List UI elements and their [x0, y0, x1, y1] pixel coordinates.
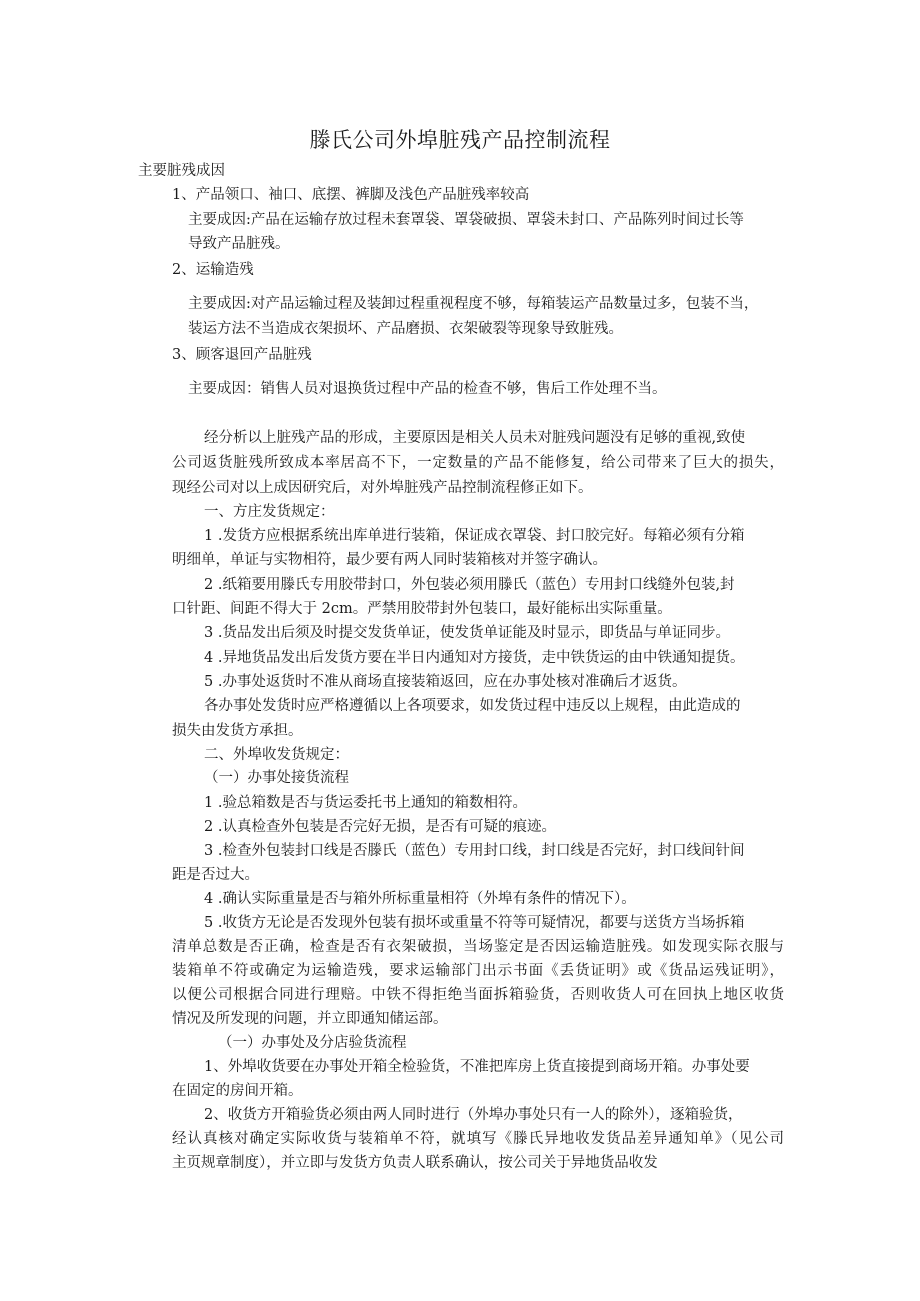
- section1-note-line1: 各办事处发货时应严格遵循以上各项要求，如发货过程中违反以上规程，由此造成的: [204, 698, 741, 714]
- document-title: 滕氏公司外埠脏残产品控制流程: [309, 128, 611, 152]
- section2-check1-line1: 1、外埠收货要在办事处开箱全检验货，不准把库房上货直接提到商场开箱。办事处要: [204, 1059, 750, 1075]
- cause-3-label: 3、顾客退回产品脏残: [172, 347, 312, 363]
- section1-note-line2: 损失由发货方承担。: [172, 723, 303, 739]
- cause-2-label: 2、运输造残: [172, 262, 254, 278]
- section2-check1-line2: 在固定的房间开箱。: [172, 1083, 303, 1099]
- section1-heading: 一、方庄发货规定：: [204, 504, 335, 520]
- section2-step5-line5: 情况及所发现的问题，并立即通知储运部。: [172, 1011, 448, 1027]
- causes-heading: 主要脏残成因: [138, 163, 225, 179]
- section2-check2-line3: 主页规章制度），并立即与发货方负责人联系确认，按公司关于异地货品收发: [172, 1155, 658, 1171]
- section2-step3-line2: 距是否过大。: [172, 867, 259, 883]
- section2-heading: 二、外埠收发货规定：: [204, 747, 349, 763]
- section2-step2: 2 .认真检查外包装是否完好无损，是否有可疑的痕迹。: [204, 819, 556, 835]
- section1-rule1-line1: 1 .发货方应根据系统出库单进行装箱，保证成衣罩袋、封口胶完好。每箱必须有分箱: [204, 528, 745, 544]
- section2-step4: 4 .确认实际重量是否与箱外所标重量相符（外埠有条件的情况下）。: [204, 891, 636, 907]
- cause-1-desc-line2: 导致产品脏残。: [188, 236, 290, 252]
- section1-rule5: 5 .办事处返货时不准从商场直接装箱返回，应在办事处核对准确后才返货。: [204, 674, 687, 690]
- cause-2-desc-line1: 主要成因:对产品运输过程及装卸过程重视程度不够，每箱装运产品数量过多，包装不当，: [188, 296, 759, 312]
- analysis-line3: 现经公司对以上成因研究后，对外埠脏残产品控制流程修正如下。: [172, 480, 593, 496]
- section2-sub1-heading: （一）办事处接货流程: [204, 770, 349, 786]
- section2-step5-line2: 清单总数是否正确，检查是否有衣架破损，当场鉴定是否因运输造脏残。如发现实际衣服与: [172, 939, 784, 955]
- section2-sub2-heading: （一）办事处及分店验货流程: [218, 1035, 407, 1051]
- section2-step5-line1: 5 .收货方无论是否发现外包装有损坏或重量不符等可疑情况，都要与送货方当场拆箱: [204, 915, 745, 931]
- section1-rule3: 3 .货品发出后须及时提交发货单证，使发货单证能及时显示，即货品与单证同步。: [204, 625, 730, 641]
- section2-step5-line3: 装箱单不符或确定为运输造残，要求运输部门出示书面《丢货证明》或《货品运残证明》，: [172, 963, 784, 979]
- cause-1-desc-line1: 主要成因:产品在运输存放过程未套罩袋、罩袋破损、罩袋未封口、产品陈列时间过长等: [188, 212, 744, 228]
- section1-rule2-line1: 2 .纸箱要用滕氏专用胶带封口，外包装必须用滕氏（蓝色）专用封口线缝外包装,封: [204, 577, 735, 593]
- section1-rule2-line2: 口针距、间距不得大于 2cm。严禁用胶带封外包装口，最好能标出实际重量。: [172, 601, 672, 617]
- section2-check2-line2: 经认真核对确定实际收货与装箱单不符，就填写《滕氏异地收发货品差异通知单》（见公司: [172, 1131, 784, 1147]
- cause-2-desc-line2: 装运方法不当造成衣架损坏、产品磨损、衣架破裂等现象导致脏残。: [188, 321, 623, 337]
- section1-rule4: 4 .异地货品发出后发货方要在半日内通知对方接货，走中铁货运的由中铁通知提货。: [204, 650, 745, 666]
- section2-step1: 1 .验总箱数是否与货运委托书上通知的箱数相符。: [204, 795, 527, 811]
- cause-1-label: 1、产品领口、袖口、底摆、裤脚及浅色产品脏残率较高: [172, 187, 530, 203]
- section1-rule1-line2: 明细单，单证与实物相符，最少要有两人同时装箱核对并签字确认。: [172, 552, 607, 568]
- cause-3-desc-line1: 主要成因：销售人员对退换货过程中产品的检查不够，售后工作处理不当。: [188, 381, 667, 397]
- section2-step3-line1: 3 .检查外包装封口线是否滕氏（蓝色）专用封口线，封口线是否完好，封口线间针间: [204, 843, 745, 859]
- section2-check2-line1: 2、收货方开箱验货必须由两人同时进行（外埠办事处只有一人的除外），逐箱验货，: [204, 1107, 743, 1123]
- analysis-line2: 公司返货脏残所致成本率居高不下，一定数量的产品不能修复，给公司带来了巨大的损失，: [172, 455, 784, 471]
- section2-step5-line4: 以便公司根据合同进行理赔。中铁不得拒绝当面拆箱验货，否则收货人可在回执上地区收货: [172, 987, 784, 1003]
- analysis-line1: 经分析以上脏残产品的形成，主要原因是相关人员未对脏残问题没有足够的重视,致使: [204, 430, 746, 446]
